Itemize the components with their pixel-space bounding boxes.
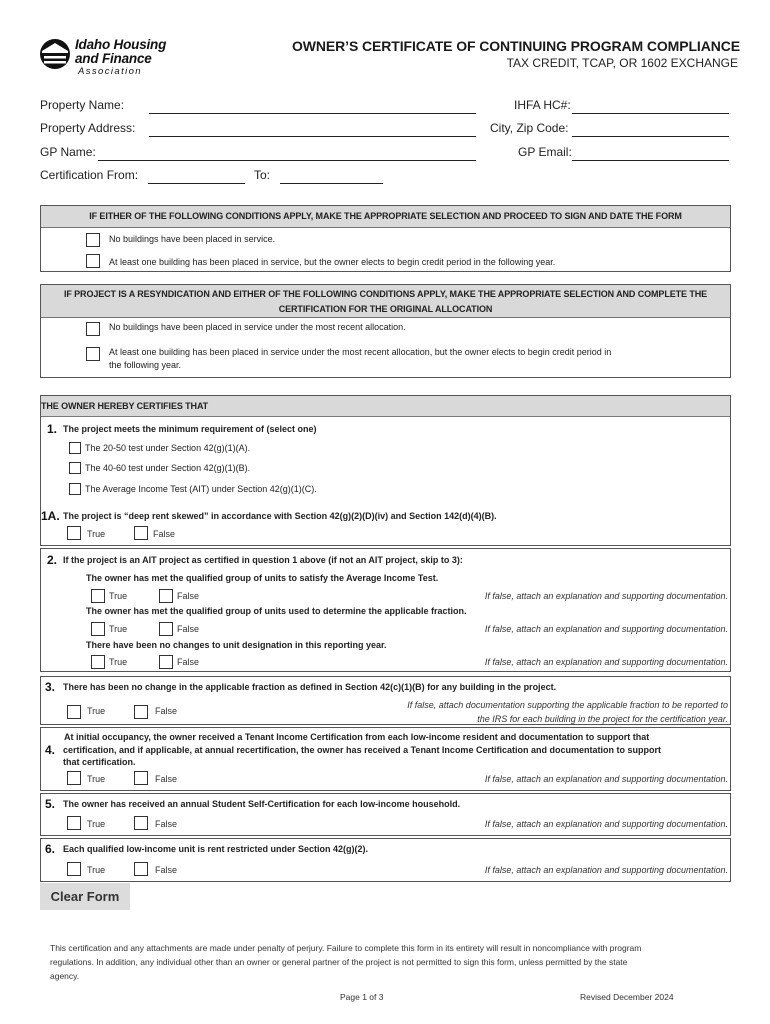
q2c-true-label: True — [109, 657, 128, 667]
q1a-text: The project is “deep rent skewed” in accordance with Section 42(g)(2)(D)(iv) and Section 142(d)(4)(B). — [63, 511, 497, 521]
q5-number: 5. — [45, 797, 56, 811]
q5-false-note: If false, attach an explanation and supporting documentation. — [484, 819, 728, 829]
q4-box — [40, 727, 731, 791]
q6-false-checkbox[interactable] — [134, 862, 148, 876]
q5-false-label: False — [155, 819, 178, 829]
logo-text-line3: Association — [78, 66, 142, 77]
q3-true-label: True — [87, 706, 106, 716]
section-a-header: IF EITHER OF THE FOLLOWING CONDITIONS APPLY, MAKE THE APPROPRIATE SELECTION AND PROCEED TO SIGN AND DATE THE FORM — [41, 206, 730, 228]
q2b-false-checkbox[interactable] — [159, 622, 173, 636]
checkbox-resyn-one-building[interactable] — [86, 347, 100, 361]
perjury-notice-line1: This certification and any attachments are made under penalty of perjury. Failure to complete this form in its entirety will result in noncompliance with program — [50, 943, 642, 953]
option-resyn-one-building — [109, 346, 611, 372]
section-b-header-line2: CERTIFICATION FOR THE ORIGINAL ALLOCATION — [278, 304, 493, 314]
q2a-false-checkbox[interactable] — [159, 589, 173, 603]
q6-box — [40, 838, 731, 882]
q1a-true-checkbox[interactable] — [67, 526, 81, 540]
q6-false-label: False — [155, 865, 178, 875]
perjury-notice — [50, 941, 730, 983]
q3-false-note — [407, 698, 728, 726]
certifies-box — [40, 395, 731, 546]
certifies-header: THE OWNER HEREBY CERTIFIES THAT — [41, 396, 730, 417]
cert-to-label: To: — [254, 168, 271, 182]
q5-true-label: True — [87, 819, 106, 829]
q4-true-checkbox[interactable] — [67, 771, 81, 785]
q5-false-checkbox[interactable] — [134, 816, 148, 830]
q6-true-checkbox[interactable] — [67, 862, 81, 876]
q1a-false-checkbox[interactable] — [134, 526, 148, 540]
q2b-true-label: True — [109, 624, 128, 634]
gp-name-label: GP Name: — [40, 145, 96, 159]
option-ait-test: The Average Income Test (AIT) under Section 42(g)(1)(C). — [85, 484, 317, 494]
checkbox-one-building[interactable] — [86, 254, 100, 268]
option-no-buildings: No buildings have been placed in service. — [109, 234, 276, 244]
q2a-text: The owner has met the qualified group of units to satisfy the Average Income Test. — [86, 573, 439, 583]
q4-line2: certification, and if applicable, at annual recertification, the owner has received a Tenant Income Certification and documentation to support — [63, 744, 661, 755]
section-b-box — [40, 284, 731, 378]
checkbox-resyn-no-buildings[interactable] — [86, 322, 100, 336]
q5-box — [40, 793, 731, 836]
q2a-false-note: If false, attach an explanation and supporting documentation. — [484, 591, 728, 601]
ihfa-logo — [38, 37, 188, 77]
option-20-50-test: The 20-50 test under Section 42(g)(1)(A). — [85, 443, 251, 453]
q2-box — [40, 548, 731, 672]
q4-text — [63, 731, 661, 769]
cert-from-label: Certification From: — [40, 168, 139, 182]
gp-name-field[interactable] — [98, 160, 476, 161]
ihfa-hc-field[interactable] — [572, 113, 729, 114]
option-one-building: At least one building has been placed in service, but the owner elects to begin credit period in the following year. — [109, 257, 556, 267]
q2c-text: There have been no changes to unit designation in this reporting year. — [86, 640, 387, 650]
property-address-field[interactable] — [149, 136, 476, 137]
q6-text: Each qualified low-income unit is rent restricted under Section 42(g)(2). — [63, 844, 369, 854]
q3-text: There has been no change in the applicable fraction as defined in Section 42(c)(1)(B) for any building in the project. — [63, 682, 557, 692]
logo-text-line1: Idaho Housing — [75, 37, 167, 52]
q2b-false-label: False — [177, 624, 200, 634]
q2-number: 2. — [47, 553, 58, 567]
q1-text: The project meets the minimum requirement of (select one) — [63, 424, 317, 434]
q4-line1: At initial occupancy, the owner received a Tenant Income Certification from each low-income resident and documentation to support that — [64, 732, 650, 742]
q3-false-label: False — [155, 706, 178, 716]
q4-false-checkbox[interactable] — [134, 771, 148, 785]
q4-false-note: If false, attach an explanation and supporting documentation. — [484, 774, 728, 784]
form-title: OWNER’S CERTIFICATE OF CONTINUING PROGRAM COMPLIANCE — [292, 38, 740, 54]
q5-true-checkbox[interactable] — [67, 816, 81, 830]
cert-from-field[interactable] — [148, 183, 245, 184]
q2a-true-checkbox[interactable] — [91, 589, 105, 603]
revised-date: Revised December 2024 — [580, 992, 674, 1002]
checkbox-ait-test[interactable] — [69, 483, 81, 495]
q3-note-line2: the IRS for each building in the project for the certification year. — [477, 714, 728, 724]
q2c-true-checkbox[interactable] — [91, 655, 105, 669]
ihfa-logo-mark-icon — [38, 37, 72, 71]
q2c-false-checkbox[interactable] — [159, 655, 173, 669]
q4-number: 4. — [45, 743, 56, 757]
option-resyn-line1: At least one building has been placed in service under the most recent allocation, but the owner elects to begin credit period in — [109, 347, 612, 357]
q1a-true-label: True — [87, 529, 106, 539]
property-name-label: Property Name: — [40, 98, 125, 112]
q2b-true-checkbox[interactable] — [91, 622, 105, 636]
q2a-false-label: False — [177, 591, 200, 601]
q1a-number: 1A. — [41, 509, 60, 523]
option-40-60-test: The 40-60 test under Section 42(g)(1)(B). — [85, 463, 251, 473]
perjury-notice-line2: regulations. In addition, any individual other than an owner or general partner of the project is not permitted to sign this form, unless permitted by the state — [50, 957, 628, 967]
section-a-box — [40, 205, 731, 272]
property-name-field[interactable] — [149, 113, 476, 114]
cert-to-field[interactable] — [280, 183, 383, 184]
city-zip-label: City, Zip Code: — [490, 121, 569, 135]
q3-false-checkbox[interactable] — [134, 705, 148, 719]
clear-form-button[interactable]: Clear Form — [40, 883, 130, 910]
checkbox-40-60-test[interactable] — [69, 462, 81, 474]
q2b-false-note: If false, attach an explanation and supporting documentation. — [484, 624, 728, 634]
perjury-notice-line3: agency. — [50, 971, 80, 981]
q4-false-label: False — [155, 774, 178, 784]
q1a-false-label: False — [153, 529, 176, 539]
checkbox-20-50-test[interactable] — [69, 442, 81, 454]
q2c-false-note: If false, attach an explanation and supporting documentation. — [484, 657, 728, 667]
section-b-header — [41, 285, 730, 318]
q2a-true-label: True — [109, 591, 128, 601]
q3-note-line1: If false, attach documentation supporting the applicable fraction to be reported to — [407, 700, 728, 710]
gp-email-label: GP Email: — [518, 145, 572, 159]
q2-text: If the project is an AIT project as certified in question 1 above (if not an AIT project, skip to 3): — [63, 555, 463, 565]
q6-true-label: True — [87, 865, 106, 875]
q6-number: 6. — [45, 842, 56, 856]
logo-text-line2: and Finance — [75, 51, 152, 66]
q6-false-note: If false, attach an explanation and supporting documentation. — [484, 865, 728, 875]
q1-number: 1. — [47, 422, 58, 436]
checkbox-no-buildings[interactable] — [86, 233, 100, 247]
gp-email-field[interactable] — [572, 160, 729, 161]
q3-true-checkbox[interactable] — [67, 705, 81, 719]
q3-number: 3. — [45, 680, 56, 694]
option-resyn-no-buildings: No buildings have been placed in service under the most recent allocation. — [109, 322, 406, 332]
q4-true-label: True — [87, 774, 106, 784]
ihfa-hc-label: IHFA HC#: — [514, 98, 571, 112]
q5-text: The owner has received an annual Student Self-Certification for each low-income household. — [63, 799, 461, 809]
property-address-label: Property Address: — [40, 121, 136, 135]
option-resyn-line2: the following year. — [109, 360, 182, 370]
q2c-false-label: False — [177, 657, 200, 667]
page-number: Page 1 of 3 — [340, 992, 384, 1002]
q2b-text: The owner has met the qualified group of units used to determine the applicable fraction. — [86, 606, 467, 616]
q3-box — [40, 676, 731, 725]
form-subtitle: TAX CREDIT, TCAP, OR 1602 EXCHANGE — [506, 56, 738, 70]
q4-line3: that certification. — [63, 757, 136, 767]
section-b-header-line1: IF PROJECT IS A RESYNDICATION AND EITHER OF THE FOLLOWING CONDITIONS APPLY, MAKE THE APPROPRIATE SELECTION AND COMPLETE THE — [63, 289, 708, 299]
city-zip-field[interactable] — [572, 136, 729, 137]
